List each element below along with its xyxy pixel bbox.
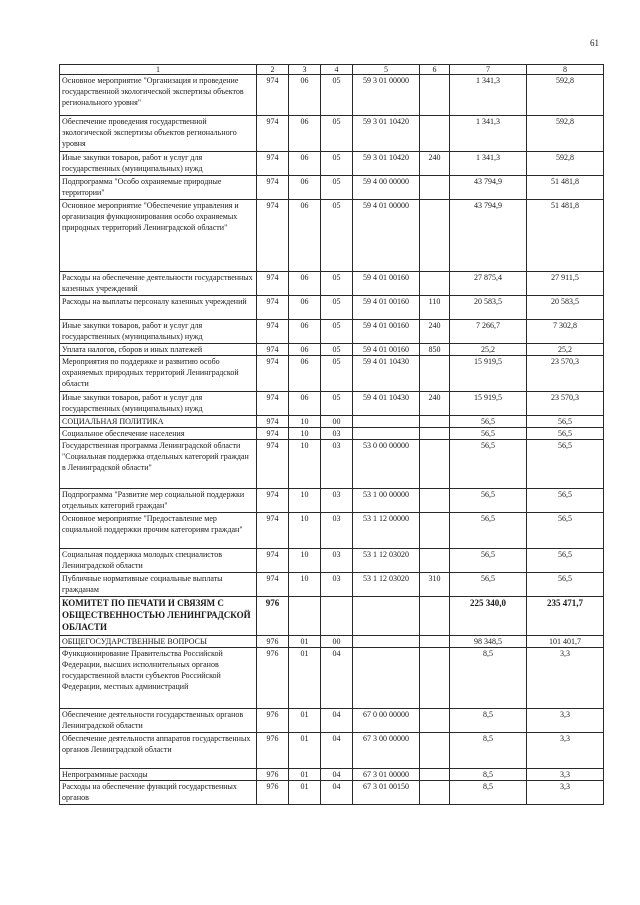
row-name-cell: Расходы на обеспечение функций государственных органов [60, 781, 257, 805]
row-target-article-cell: 59 4 01 00160 [353, 272, 420, 296]
row-target-article-cell: 59 4 01 00000 [353, 200, 420, 272]
row-name-cell: Уплата налогов, сборов и иных платежей [60, 344, 257, 356]
row-amount-year1-cell: 1 341,3 [450, 75, 527, 116]
row-name-cell: Иные закупки товаров, работ и услуг для государственных (муниципальных) нужд [60, 320, 257, 344]
row-amount-year2-cell: 23 570,3 [527, 392, 604, 416]
row-name-cell: Иные закупки товаров, работ и услуг для государственных (муниципальных) нужд [60, 152, 257, 176]
row-amount-year1-cell: 8,5 [450, 769, 527, 781]
row-amount-year2-cell: 592,8 [527, 152, 604, 176]
row-amount-year2-cell: 23 570,3 [527, 356, 604, 392]
row-expense-type-cell [420, 769, 450, 781]
row-amount-year1-cell: 20 583,5 [450, 296, 527, 320]
row-amount-year1-cell: 8,5 [450, 648, 527, 709]
row-admin-code-cell: 974 [257, 440, 289, 489]
row-expense-type-cell [420, 513, 450, 549]
row-admin-code-cell: 974 [257, 416, 289, 428]
row-amount-year2-cell: 51 481,8 [527, 176, 604, 200]
row-section-cell: 06 [289, 272, 321, 296]
row-name-cell: Обеспечение деятельности аппаратов государственных органов Ленинградской области [60, 733, 257, 769]
row-amount-year2-cell: 56,5 [527, 513, 604, 549]
row-amount-year1-cell: 8,5 [450, 709, 527, 733]
row-name-cell: Расходы на обеспечение деятельности государственных казенных учреждений [60, 272, 257, 296]
row-target-article-cell: 53 1 12 03020 [353, 549, 420, 573]
row-section-cell: 06 [289, 75, 321, 116]
table-row [60, 320, 604, 344]
row-subsection-cell: 04 [321, 781, 353, 805]
row-amount-year1-cell: 8,5 [450, 733, 527, 769]
row-admin-code-cell: 974 [257, 489, 289, 513]
row-name-cell: Мероприятия по поддержке и развитию особо охраняемых природных территорий Ленинградской области [60, 356, 257, 392]
column-header: 1 [60, 65, 257, 75]
row-amount-year1-cell: 15 919,5 [450, 356, 527, 392]
row-expense-type-cell [420, 428, 450, 440]
row-target-article-cell: 59 3 01 10420 [353, 116, 420, 152]
row-amount-year2-cell: 56,5 [527, 440, 604, 489]
row-expense-type-cell [420, 733, 450, 769]
row-subsection-cell: 05 [321, 200, 353, 272]
row-expense-type-cell: 240 [420, 392, 450, 416]
row-target-article-cell: 67 0 00 00000 [353, 709, 420, 733]
row-admin-code-cell: 976 [257, 709, 289, 733]
row-name-cell: Социальное обеспечение населения [60, 428, 257, 440]
row-amount-year2-cell: 3,3 [527, 709, 604, 733]
row-amount-year2-cell: 101 401,7 [527, 636, 604, 648]
row-target-article-cell: 53 1 00 00000 [353, 489, 420, 513]
row-amount-year2-cell: 56,5 [527, 428, 604, 440]
row-subsection-cell: 04 [321, 769, 353, 781]
table-row [60, 709, 604, 733]
row-expense-type-cell [420, 176, 450, 200]
row-amount-year2-cell: 235 471,7 [527, 597, 604, 636]
row-name-cell: Подпрограмма "Особо охраняемые природные территории" [60, 176, 257, 200]
row-admin-code-cell: 974 [257, 320, 289, 344]
row-expense-type-cell [420, 356, 450, 392]
row-admin-code-cell: 976 [257, 648, 289, 709]
row-target-article-cell [353, 636, 420, 648]
row-amount-year2-cell: 56,5 [527, 549, 604, 573]
row-name-cell: СОЦИАЛЬНАЯ ПОЛИТИКА [60, 416, 257, 428]
column-header: 3 [289, 65, 321, 75]
row-amount-year1-cell: 56,5 [450, 573, 527, 597]
row-amount-year1-cell: 8,5 [450, 781, 527, 805]
row-admin-code-cell: 974 [257, 116, 289, 152]
table-row [60, 356, 604, 392]
row-subsection-cell: 05 [321, 344, 353, 356]
row-subsection-cell: 03 [321, 489, 353, 513]
row-target-article-cell [353, 428, 420, 440]
table-row [60, 636, 604, 648]
row-amount-year2-cell: 7 302,8 [527, 320, 604, 344]
row-target-article-cell [353, 597, 420, 636]
row-expense-type-cell: 240 [420, 320, 450, 344]
row-expense-type-cell: 240 [420, 152, 450, 176]
row-amount-year2-cell: 592,8 [527, 75, 604, 116]
row-target-article-cell: 53 1 12 03020 [353, 573, 420, 597]
row-expense-type-cell [420, 75, 450, 116]
row-name-cell: Основное мероприятие "Обеспечение управления и организация функционирования особо охраняемых природных территорий Ленинградской области" [60, 200, 257, 272]
row-subsection-cell: 05 [321, 116, 353, 152]
row-admin-code-cell: 976 [257, 733, 289, 769]
row-section-cell: 10 [289, 416, 321, 428]
row-target-article-cell [353, 648, 420, 709]
table-row [60, 781, 604, 805]
row-amount-year2-cell: 56,5 [527, 573, 604, 597]
row-expense-type-cell [420, 781, 450, 805]
row-amount-year2-cell: 3,3 [527, 648, 604, 709]
row-amount-year1-cell: 56,5 [450, 513, 527, 549]
row-section-cell: 01 [289, 781, 321, 805]
row-amount-year2-cell: 3,3 [527, 769, 604, 781]
row-amount-year1-cell: 1 341,3 [450, 116, 527, 152]
row-subsection-cell: 05 [321, 176, 353, 200]
row-expense-type-cell [420, 440, 450, 489]
row-section-cell: 10 [289, 549, 321, 573]
row-amount-year1-cell: 43 794,9 [450, 176, 527, 200]
row-subsection-cell: 00 [321, 636, 353, 648]
row-expense-type-cell [420, 116, 450, 152]
row-section-cell: 06 [289, 116, 321, 152]
row-target-article-cell: 59 4 01 00160 [353, 344, 420, 356]
table-row [60, 116, 604, 152]
row-amount-year1-cell: 27 875,4 [450, 272, 527, 296]
row-subsection-cell: 05 [321, 75, 353, 116]
table-row [60, 428, 604, 440]
column-header: 8 [527, 65, 604, 75]
row-subsection-cell: 00 [321, 416, 353, 428]
column-header: 5 [353, 65, 420, 75]
row-section-cell: 10 [289, 489, 321, 513]
row-subsection-cell: 05 [321, 272, 353, 296]
table-row [60, 392, 604, 416]
row-section-cell: 06 [289, 152, 321, 176]
row-amount-year1-cell: 225 340,0 [450, 597, 527, 636]
row-amount-year1-cell: 98 348,5 [450, 636, 527, 648]
table-body [60, 75, 604, 805]
row-amount-year1-cell: 56,5 [450, 440, 527, 489]
table-row [60, 513, 604, 549]
row-amount-year2-cell: 20 583,5 [527, 296, 604, 320]
row-section-cell [289, 597, 321, 636]
table-row [60, 769, 604, 781]
table-row [60, 176, 604, 200]
row-target-article-cell: 59 4 01 00160 [353, 296, 420, 320]
row-expense-type-cell [420, 636, 450, 648]
table-row [60, 440, 604, 489]
row-expense-type-cell [420, 648, 450, 709]
row-name-cell: Функционирование Правительства Российской Федерации, высших исполнительных органов государственной власти субъектов Российской Федерации, местных администраций [60, 648, 257, 709]
row-subsection-cell: 04 [321, 709, 353, 733]
row-amount-year1-cell: 15 919,5 [450, 392, 527, 416]
page-number: 61 [590, 38, 599, 48]
row-target-article-cell: 59 4 01 10430 [353, 356, 420, 392]
row-amount-year2-cell: 27 911,5 [527, 272, 604, 296]
row-amount-year1-cell: 1 341,3 [450, 152, 527, 176]
row-section-cell: 10 [289, 428, 321, 440]
row-target-article-cell: 53 1 12 00000 [353, 513, 420, 549]
row-amount-year2-cell: 51 481,8 [527, 200, 604, 272]
row-subsection-cell: 05 [321, 356, 353, 392]
row-section-cell: 10 [289, 440, 321, 489]
row-section-cell: 06 [289, 392, 321, 416]
row-section-cell: 10 [289, 573, 321, 597]
row-amount-year1-cell: 43 794,9 [450, 200, 527, 272]
row-name-cell: ОБЩЕГОСУДАРСТВЕННЫЕ ВОПРОСЫ [60, 636, 257, 648]
row-amount-year1-cell: 56,5 [450, 416, 527, 428]
row-admin-code-cell: 974 [257, 549, 289, 573]
table-row [60, 549, 604, 573]
row-section-cell: 01 [289, 709, 321, 733]
row-amount-year2-cell: 25,2 [527, 344, 604, 356]
row-section-cell: 06 [289, 344, 321, 356]
table-row [60, 416, 604, 428]
row-section-cell: 01 [289, 733, 321, 769]
row-name-cell: Основное мероприятие "Предоставление мер социальной поддержки прочим категориям граждан" [60, 513, 257, 549]
row-target-article-cell: 67 3 01 00150 [353, 781, 420, 805]
table-row [60, 75, 604, 116]
row-admin-code-cell: 976 [257, 769, 289, 781]
row-admin-code-cell: 974 [257, 296, 289, 320]
row-section-cell: 06 [289, 296, 321, 320]
table-row [60, 648, 604, 709]
row-amount-year1-cell: 56,5 [450, 549, 527, 573]
row-admin-code-cell: 976 [257, 597, 289, 636]
row-subsection-cell: 04 [321, 648, 353, 709]
row-expense-type-cell: 110 [420, 296, 450, 320]
row-admin-code-cell: 974 [257, 75, 289, 116]
row-amount-year1-cell: 56,5 [450, 489, 527, 513]
row-name-cell: Государственная программа Ленинградской области "Социальная поддержка отдельных категорий граждан в Ленинградской области" [60, 440, 257, 489]
row-section-cell: 06 [289, 200, 321, 272]
row-name-cell: Публичные нормативные социальные выплаты гражданам [60, 573, 257, 597]
row-target-article-cell: 67 3 00 00000 [353, 733, 420, 769]
row-name-cell: Основное мероприятие "Организация и проведение государственной экологической экспертизы объектов регионального уровня" [60, 75, 257, 116]
table-row [60, 573, 604, 597]
column-header: 4 [321, 65, 353, 75]
table-row [60, 152, 604, 176]
row-section-cell: 06 [289, 356, 321, 392]
row-subsection-cell: 03 [321, 440, 353, 489]
row-admin-code-cell: 974 [257, 428, 289, 440]
row-expense-type-cell [420, 597, 450, 636]
row-expense-type-cell: 850 [420, 344, 450, 356]
row-subsection-cell: 03 [321, 513, 353, 549]
table-row [60, 200, 604, 272]
row-subsection-cell: 05 [321, 320, 353, 344]
row-section-cell: 06 [289, 176, 321, 200]
column-header: 6 [420, 65, 450, 75]
budget-table [59, 64, 604, 805]
row-admin-code-cell: 974 [257, 356, 289, 392]
row-section-cell: 06 [289, 320, 321, 344]
row-amount-year2-cell: 3,3 [527, 733, 604, 769]
row-amount-year1-cell: 7 266,7 [450, 320, 527, 344]
row-expense-type-cell [420, 200, 450, 272]
row-expense-type-cell [420, 549, 450, 573]
column-header: 7 [450, 65, 527, 75]
row-amount-year2-cell: 56,5 [527, 416, 604, 428]
row-subsection-cell: 04 [321, 733, 353, 769]
table-row [60, 597, 604, 636]
row-section-cell: 01 [289, 648, 321, 709]
row-section-cell: 01 [289, 769, 321, 781]
row-expense-type-cell: 310 [420, 573, 450, 597]
row-subsection-cell: 03 [321, 428, 353, 440]
table-row [60, 489, 604, 513]
table-row [60, 272, 604, 296]
row-amount-year1-cell: 56,5 [450, 428, 527, 440]
row-subsection-cell: 03 [321, 549, 353, 573]
row-admin-code-cell: 974 [257, 176, 289, 200]
row-amount-year2-cell: 56,5 [527, 489, 604, 513]
row-admin-code-cell: 976 [257, 636, 289, 648]
row-admin-code-cell: 974 [257, 573, 289, 597]
row-expense-type-cell [420, 709, 450, 733]
row-admin-code-cell: 976 [257, 781, 289, 805]
row-name-cell: КОМИТЕТ ПО ПЕЧАТИ И СВЯЗЯМ С ОБЩЕСТВЕННОСТЬЮ ЛЕНИНГРАДСКОЙ ОБЛАСТИ [60, 597, 257, 636]
row-target-article-cell [353, 416, 420, 428]
row-admin-code-cell: 974 [257, 272, 289, 296]
row-name-cell: Обеспечение проведения государственной экологической экспертизы объектов регионального уровня [60, 116, 257, 152]
row-name-cell: Подпрограмма "Развитие мер социальной поддержки отдельных категорий граждан" [60, 489, 257, 513]
row-target-article-cell: 59 4 01 10430 [353, 392, 420, 416]
row-subsection-cell [321, 597, 353, 636]
row-expense-type-cell [420, 489, 450, 513]
row-admin-code-cell: 974 [257, 344, 289, 356]
row-section-cell: 10 [289, 513, 321, 549]
table-header-row [60, 65, 604, 75]
row-amount-year2-cell: 3,3 [527, 781, 604, 805]
row-name-cell: Социальная поддержка молодых специалистов Ленинградской области [60, 549, 257, 573]
row-subsection-cell: 05 [321, 152, 353, 176]
row-name-cell: Непрограммные расходы [60, 769, 257, 781]
row-target-article-cell: 59 4 01 00160 [353, 320, 420, 344]
row-subsection-cell: 05 [321, 296, 353, 320]
row-subsection-cell: 03 [321, 573, 353, 597]
row-target-article-cell: 59 3 01 00000 [353, 75, 420, 116]
table-row [60, 296, 604, 320]
row-name-cell: Расходы на выплаты персоналу казенных учреждений [60, 296, 257, 320]
table-row [60, 733, 604, 769]
row-amount-year1-cell: 25,2 [450, 344, 527, 356]
row-admin-code-cell: 974 [257, 392, 289, 416]
row-admin-code-cell: 974 [257, 152, 289, 176]
row-expense-type-cell [420, 272, 450, 296]
row-expense-type-cell [420, 416, 450, 428]
row-target-article-cell: 53 0 00 00000 [353, 440, 420, 489]
row-target-article-cell: 67 3 01 00000 [353, 769, 420, 781]
row-amount-year2-cell: 592,8 [527, 116, 604, 152]
row-admin-code-cell: 974 [257, 200, 289, 272]
row-subsection-cell: 05 [321, 392, 353, 416]
column-header: 2 [257, 65, 289, 75]
row-target-article-cell: 59 3 01 10420 [353, 152, 420, 176]
row-name-cell: Обеспечение деятельности государственных органов Ленинградской области [60, 709, 257, 733]
row-admin-code-cell: 974 [257, 513, 289, 549]
table-row [60, 344, 604, 356]
row-target-article-cell: 59 4 00 00000 [353, 176, 420, 200]
row-name-cell: Иные закупки товаров, работ и услуг для государственных (муниципальных) нужд [60, 392, 257, 416]
row-section-cell: 01 [289, 636, 321, 648]
